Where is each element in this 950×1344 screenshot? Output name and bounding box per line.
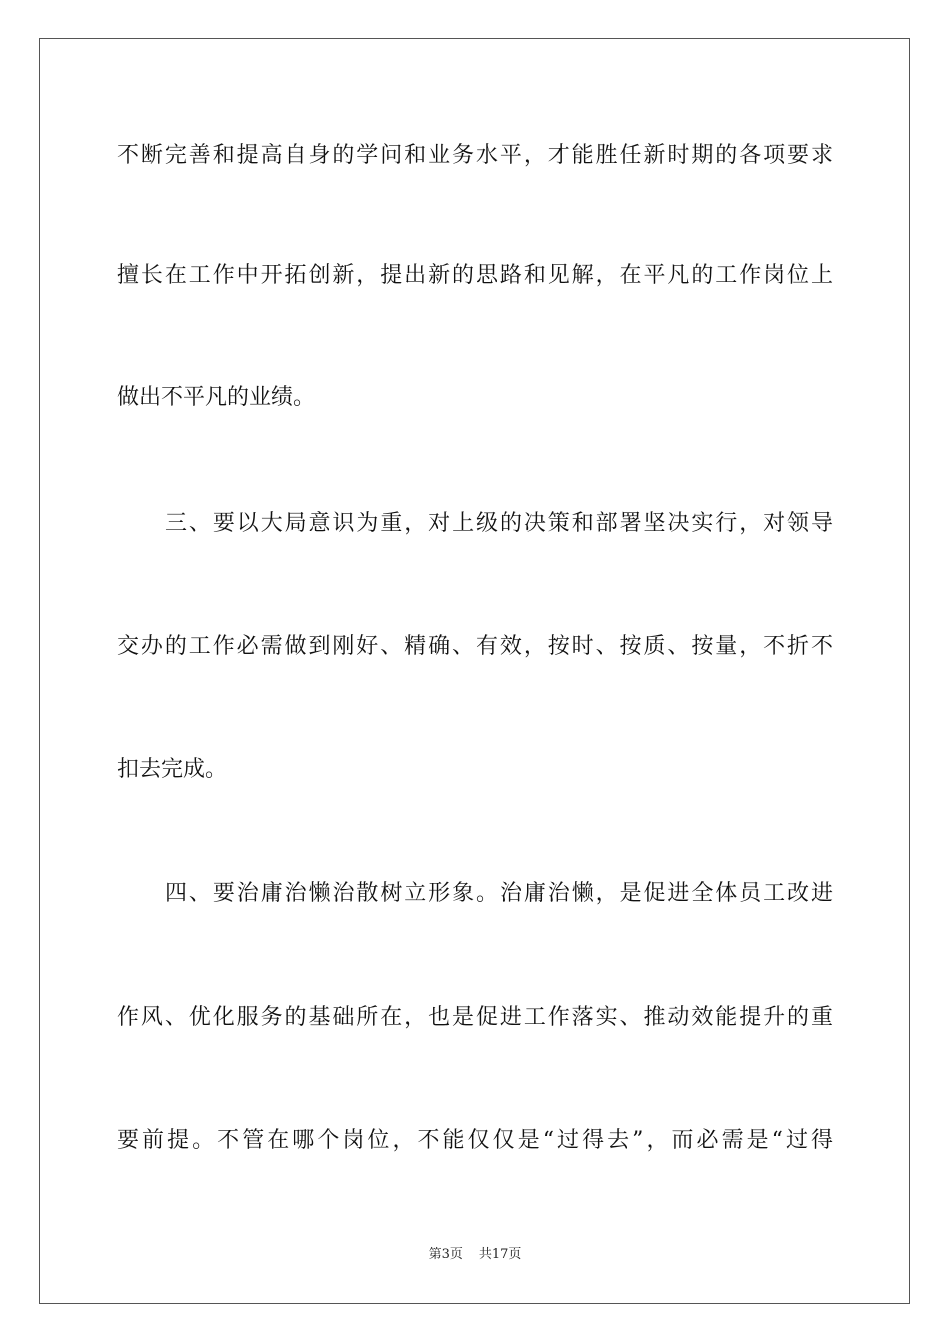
body-text-line: 擅长在工作中开拓创新，提出新的思路和见解，在平凡的工作岗位上: [117, 263, 833, 288]
page-total: 共17页: [478, 1247, 522, 1262]
page-footer: [0, 1246, 950, 1264]
body-text-line: 交办的工作必需做到刚好、精确、有效，按时、按质、按量，不折不: [117, 634, 833, 659]
body-text-line: 要前提。不管在哪个岗位，不能仅仅是“过得去”，而必需是“过得: [117, 1128, 833, 1153]
body-text-line: 四、要治庸治懒治散树立形象。治庸治懒，是促进全体员工改进: [165, 881, 833, 906]
body-text-line: 做出不平凡的业绩。: [117, 385, 316, 410]
body-text-line: 不断完善和提高自身的学问和业务水平，才能胜任新时期的各项要求: [117, 143, 833, 168]
page-number: 第3页: [428, 1247, 463, 1262]
page-border: [39, 38, 910, 1304]
body-text-line: 三、要以大局意识为重，对上级的决策和部署坚决实行，对领导: [165, 511, 833, 536]
body-text-line: 扣去完成。: [117, 757, 228, 782]
body-text-line: 作风、优化服务的基础所在，也是促进工作落实、推动效能提升的重: [117, 1005, 833, 1030]
